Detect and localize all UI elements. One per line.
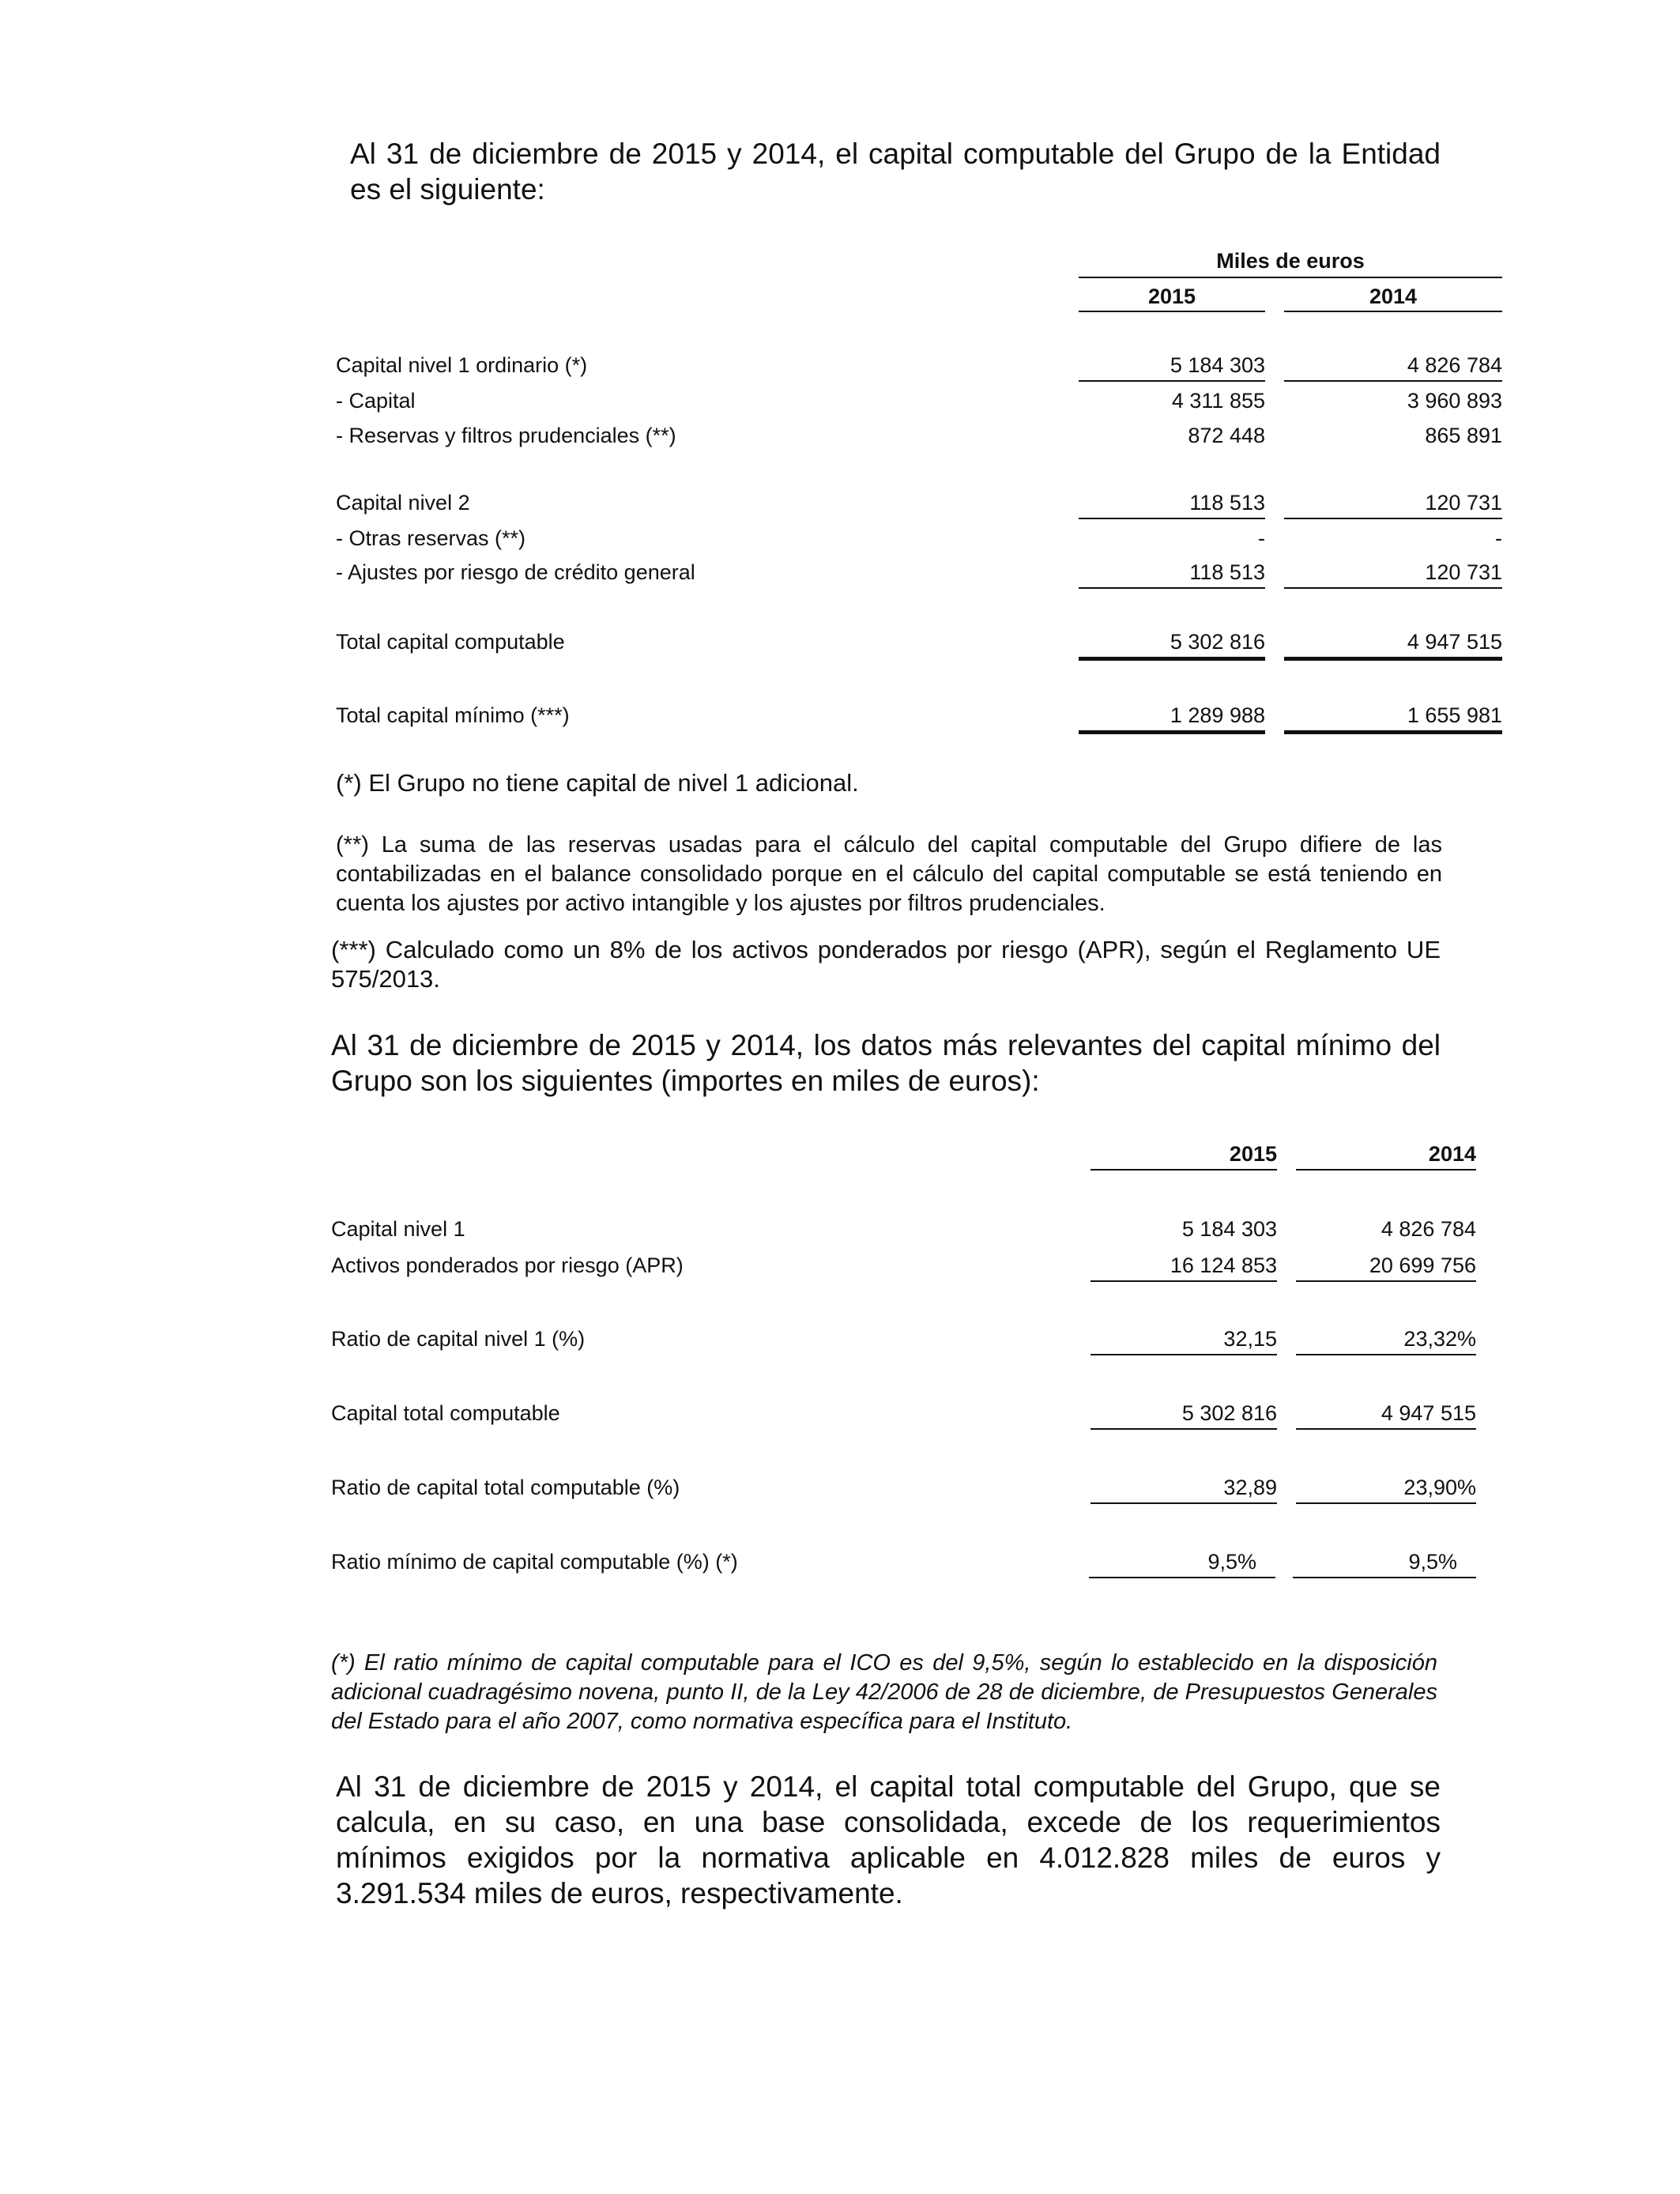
row-value-2015: 16 124 853 <box>1170 1253 1277 1277</box>
subtotal-rule <box>1296 1502 1476 1504</box>
closing-paragraph: Al 31 de diciembre de 2015 y 2014, el capital total computable del Grupo, que se calcula, en su caso, en una base consolidada, excede de los requerimientos mínimos exigidos por la normativa aplicable en 4.012.828 miles de euros y 3.291.534 miles de euros, respectivamente. <box>336 1770 1441 1909</box>
row-label: - Ajustes por riesgo de crédito general <box>336 560 695 584</box>
row-label: - Capital <box>336 389 416 413</box>
row-value-2015: - <box>1258 526 1265 550</box>
intro-paragraph: Al 31 de diciembre de 2015 y 2014, el capital computable del Grupo de la Entidad es el siguiente: <box>350 138 1441 205</box>
header-rule-2015 <box>1079 311 1265 312</box>
row-value-2015: 32,15 <box>1223 1327 1277 1351</box>
subtotal-rule <box>1284 587 1502 589</box>
footnote-ratio-minimo: (*) El ratio mínimo de capital computable para el ICO es del 9,5%, según lo establecido en la disposición adicional cuadragésimo novena, punto II, de la Ley 42/2006 de 28 de diciembre, de Presupuestos Generales del Estado para el año 2007, como normativa específica para el Instituto. <box>331 1650 1437 1734</box>
subtotal-rule <box>1090 1280 1277 1282</box>
row-value-2015: 5 184 303 <box>1181 1217 1277 1241</box>
row-value-2015: 5 302 816 <box>1181 1401 1277 1425</box>
header-rule-2014 <box>1296 1169 1476 1171</box>
unit-header: Miles de euros <box>1216 249 1365 273</box>
row-value-2015: 5 184 303 <box>1170 353 1265 377</box>
row-value-2015: 118 513 <box>1189 491 1265 515</box>
row-label: - Reservas y filtros prudenciales (**) <box>336 424 676 447</box>
row-label: Ratio de capital nivel 1 (%) <box>331 1327 586 1351</box>
row-label: Capital nivel 1 ordinario (*) <box>336 353 588 377</box>
row-value-2015: 1 289 988 <box>1170 703 1265 727</box>
row-label: Total capital computable <box>336 630 565 654</box>
total-rule <box>1079 730 1265 734</box>
row-label: Capital total computable <box>331 1401 560 1425</box>
row-label: Activos ponderados por riesgo (APR) <box>331 1253 684 1277</box>
row-label: Ratio de capital total computable (%) <box>331 1476 680 1499</box>
footnote-1: (*) El Grupo no tiene capital de nivel 1 adicional. <box>336 769 859 797</box>
column-header-2015: 2015 <box>1147 285 1196 308</box>
row-label: Ratio mínimo de capital computable (%) (*) <box>331 1550 738 1574</box>
row-value-2014: 3 960 893 <box>1407 389 1502 413</box>
row-value-2014: 120 731 <box>1425 491 1502 515</box>
column-header-2015: 2015 <box>1229 1142 1277 1166</box>
row-value-2014: 865 891 <box>1425 424 1502 447</box>
row-value-2014: - <box>1495 526 1502 550</box>
row-value-2015: 9,5% <box>1207 1550 1256 1574</box>
row-value-2014: 23,90% <box>1403 1476 1476 1499</box>
subtotal-rule <box>1089 1577 1275 1578</box>
header-rule <box>1079 277 1502 278</box>
subtotal-rule <box>1296 1354 1476 1355</box>
row-label: - Otras reservas (**) <box>336 526 526 550</box>
row-value-2014: 4 947 515 <box>1381 1401 1476 1425</box>
subtotal-rule <box>1079 518 1265 519</box>
header-rule-2015 <box>1090 1169 1277 1171</box>
row-value-2014: 20 699 756 <box>1369 1253 1476 1277</box>
row-value-2015: 872 448 <box>1188 424 1265 447</box>
subtotal-rule <box>1284 380 1502 382</box>
row-label: Capital nivel 2 <box>336 491 470 515</box>
intro-paragraph-2: Al 31 de diciembre de 2015 y 2014, los datos más relevantes del capital mínimo del Grupo son los siguientes (importes en miles de euros): <box>331 1029 1441 1097</box>
subtotal-rule <box>1284 518 1502 519</box>
row-value-2014: 9,5% <box>1408 1550 1457 1574</box>
subtotal-rule <box>1090 1354 1277 1355</box>
row-value-2014: 4 826 784 <box>1381 1217 1476 1241</box>
row-value-2014: 120 731 <box>1425 560 1502 584</box>
row-value-2015: 4 311 855 <box>1171 389 1265 413</box>
column-header-2014: 2014 <box>1428 1142 1476 1166</box>
row-value-2015: 32,89 <box>1223 1476 1277 1499</box>
row-value-2015: 118 513 <box>1189 560 1265 584</box>
footnote-3: (***) Calculado como un 8% de los activos ponderados por riesgo (APR), según el Reglamento UE 575/2013. <box>331 936 1441 993</box>
subtotal-rule <box>1090 1502 1277 1504</box>
row-label: Total capital mínimo (***) <box>336 703 570 727</box>
footnote-2: (**) La suma de las reservas usadas para el cálculo del capital computable del Grupo difiere de las contabilizadas en el balance consolidado porque en el cálculo del capital computable se está teniendo en cuenta los ajustes por activo intangible y los ajustes por filtros prudenciales. <box>336 832 1442 916</box>
header-rule-2014 <box>1284 311 1502 312</box>
total-rule <box>1284 657 1502 661</box>
row-value-2014: 1 655 981 <box>1407 703 1502 727</box>
row-value-2014: 4 947 515 <box>1407 630 1502 654</box>
total-rule <box>1284 730 1502 734</box>
column-header-2014: 2014 <box>1369 285 1418 308</box>
row-value-2014: 4 826 784 <box>1407 353 1502 377</box>
subtotal-rule <box>1090 1428 1277 1430</box>
row-value-2015: 5 302 816 <box>1170 630 1265 654</box>
subtotal-rule <box>1296 1428 1476 1430</box>
subtotal-rule <box>1079 380 1265 382</box>
row-label: Capital nivel 1 <box>331 1217 465 1241</box>
subtotal-rule <box>1079 587 1265 589</box>
total-rule <box>1079 657 1265 661</box>
subtotal-rule <box>1296 1280 1476 1282</box>
subtotal-rule <box>1293 1577 1476 1578</box>
row-value-2014: 23,32% <box>1403 1327 1476 1351</box>
